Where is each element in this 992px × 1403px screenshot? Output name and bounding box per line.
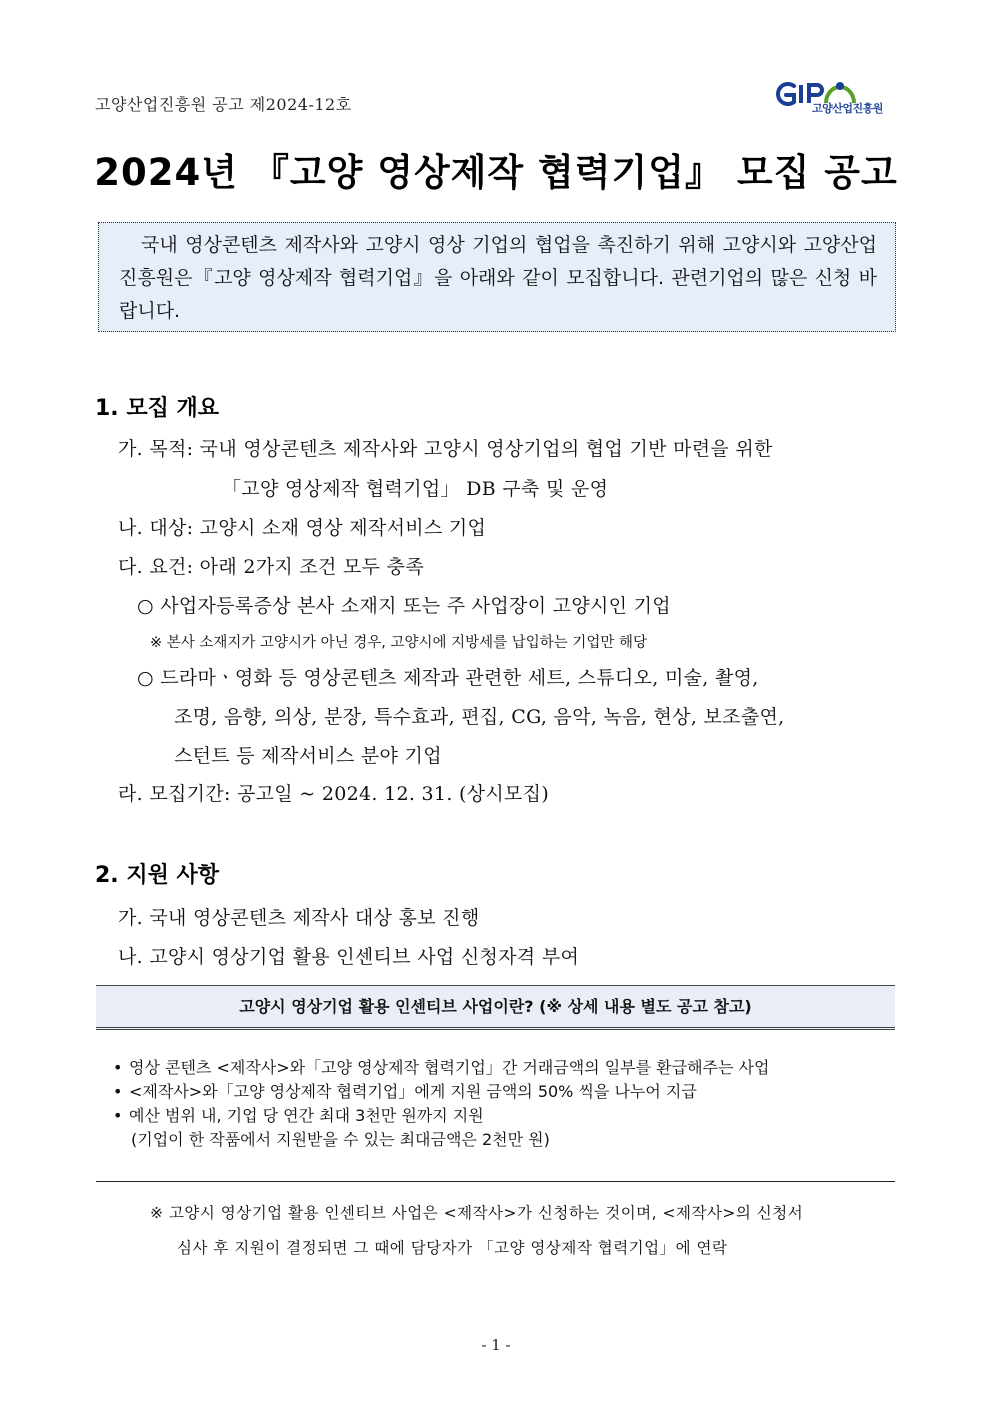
list-item: • <제작사>와「고양 영상제작 협력기업」에게 지원 금액의 50% 씩을 나누어 지급	[113, 1082, 697, 1101]
notice-number: 고양산업진흥원 공고 제2024-12호	[95, 95, 352, 114]
condition1: ○ 사업자등록증상 본사 소재지 또는 주 사업장이 고양시인 기업	[137, 595, 671, 617]
footnote-line1: ※ 고양시 영상기업 활용 인센티브 사업은 <제작사>가 신청하는 것이며, <제작사>의 신청서	[150, 1204, 804, 1222]
section2-heading: 2. 지원 사항	[95, 863, 219, 888]
period-line: 라. 모집기간: 공고일 ~ 2024. 12. 31. (상시모집)	[118, 783, 550, 805]
page-title: 2024년 『고양 영상제작 협력기업』 모집 공고	[94, 151, 898, 194]
requirement-line: 다. 요건: 아래 2가지 조건 모두 충족	[118, 556, 424, 578]
page-number: - 1 -	[481, 1336, 511, 1354]
intro-text: 국내 영상콘텐츠 제작사와 고양시 영상 기업의 협업을 촉진하기 위해 고양시와 고양산업진흥원은『고양 영상제작 협력기업』을 아래와 같이 모집합니다. 관련기업의 많은 신청 바랍니다.	[119, 234, 877, 322]
purpose-line2: 「고양 영상제작 협력기업」 DB 구축 및 운영	[222, 478, 609, 500]
incentive-box-title: 고양시 영상기업 활용 인센티브 사업이란? (※ 상세 내용 별도 공고 참고)	[96, 985, 895, 1030]
condition2-line2: 조명, 음향, 의상, 분장, 특수효과, 편집, CG, 음악, 녹음, 현상, 보조출연,	[174, 706, 785, 728]
divider	[96, 1181, 895, 1182]
section1-heading: 1. 모집 개요	[95, 396, 219, 421]
intro-box	[98, 222, 896, 332]
condition2-line3: 스턴트 등 제작서비스 분야 기업	[174, 745, 442, 767]
list-item: • 예산 범위 내, 기업 당 연간 최대 3천만 원까지 지원	[113, 1106, 484, 1125]
list-item-sub: (기업이 한 작품에서 지원받을 수 있는 최대금액은 2천만 원)	[131, 1130, 550, 1149]
footnote-line2: 심사 후 지원이 결정되면 그 때에 담당자가 「고양 영상제작 협력기업」에 연락	[177, 1239, 728, 1257]
purpose-line1: 가. 목적: 국내 영상콘텐츠 제작사와 고양시 영상기업의 협업 기반 마련을 위한	[118, 438, 773, 460]
target-line: 나. 대상: 고양시 소재 영상 제작서비스 기업	[118, 517, 487, 539]
support-item2: 나. 고양시 영상기업 활용 인센티브 사업 신청자격 부여	[118, 946, 580, 968]
condition1-note: ※ 본사 소재지가 고양시가 아닌 경우, 고양시에 지방세를 납입하는 기업만 해당	[150, 635, 648, 651]
list-item: • 영상 콘텐츠 <제작사>와「고양 영상제작 협력기업」간 거래금액의 일부를 환급해주는 사업	[113, 1058, 770, 1077]
support-item1: 가. 국내 영상콘텐츠 제작사 대상 홍보 진행	[118, 907, 480, 929]
logo-org-name: 고양산업진흥원	[812, 102, 883, 115]
condition2-line1: ○ 드라마ㆍ영화 등 영상콘텐츠 제작과 관련한 세트, 스튜디오, 미술, 촬영,	[137, 667, 759, 689]
incentive-bullet-list	[113, 1056, 769, 1152]
